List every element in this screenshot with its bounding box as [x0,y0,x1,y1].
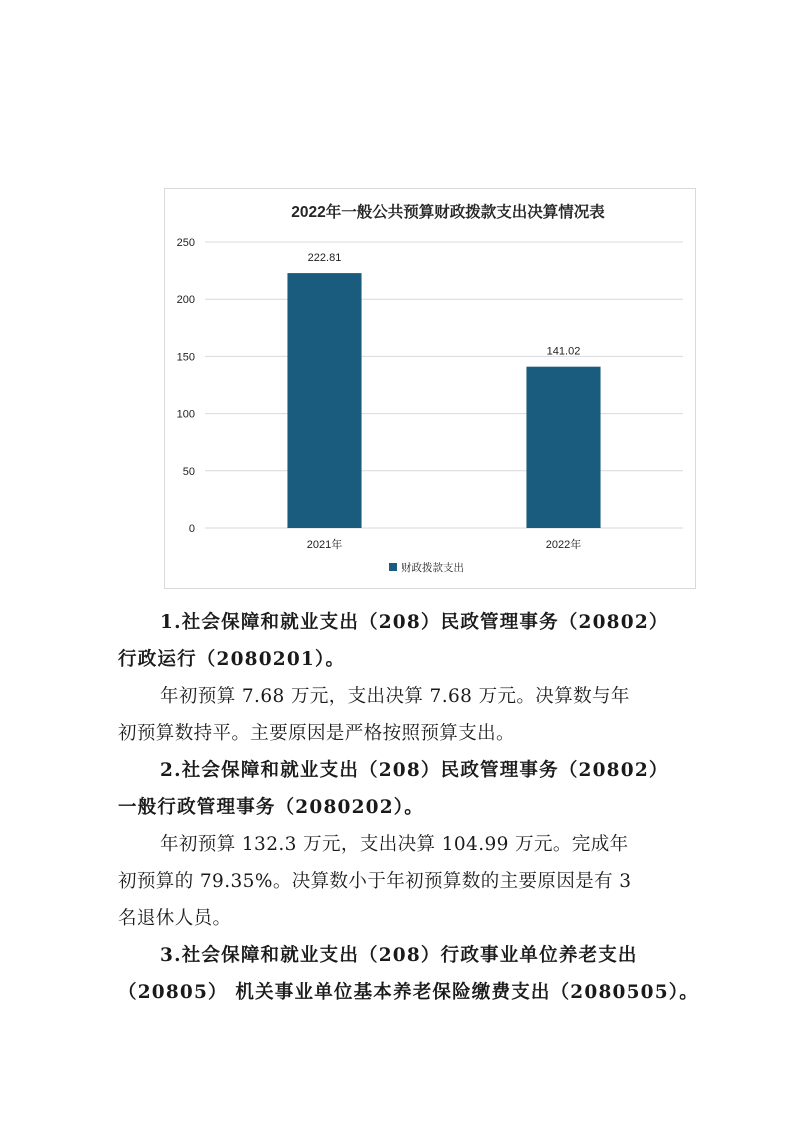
y-tick-label: 100 [176,408,195,421]
x-tick-label: 2022年 [545,539,582,551]
legend-swatch [389,563,397,571]
section-1-heading-line-2: 行政运行（2080201）。 [118,649,346,670]
data-label: 141.02 [546,345,581,358]
section-1-body-line-2: 初预算数持平。主要原因是严格按照预算支出。 [118,723,515,744]
section-1-heading-line-1: 1.社会保障和就业支出（208）民政管理事务（20802） [160,612,669,633]
section-2-heading-line-1: 2.社会保障和就业支出（208）民政管理事务（20802） [160,760,669,781]
section-3-heading-line-2: （20805） 机关事业单位基本养老保险缴费支出（2080505）。 [118,982,699,1003]
y-tick-label: 200 [176,294,195,307]
y-tick-label: 50 [182,465,195,478]
y-tick-label: 0 [188,523,195,535]
bar [526,367,600,528]
legend-label: 财政拨款支出 [401,562,464,574]
chart-container [164,188,696,589]
x-tick-label: 2021年 [306,539,343,551]
data-label: 222.81 [307,252,342,265]
bar [287,273,361,528]
chart-title: 2022年一般公共预算财政拨款支出决算情况表 [291,204,605,221]
bar-chart [165,189,697,590]
section-2-body-line-3: 名退休人员。 [118,908,232,929]
section-2-body-line-2: 初预算的 79.35%。决算数小于年初预算数的主要原因是有 3 [118,871,632,892]
section-2-heading-line-2: 一般行政管理事务（2080202）。 [118,797,424,818]
document-body [118,604,699,1011]
section-2-body-line-1: 年初预算 132.3 万元，支出决算 104.99 万元。完成年 [160,834,629,855]
section-1-body-line-1: 年初预算 7.68 万元，支出决算 7.68 万元。决算数与年 [160,686,630,707]
y-tick-label: 150 [176,351,195,364]
section-3-heading-line-1: 3.社会保障和就业支出（208）行政事业单位养老支出 [160,945,638,966]
y-tick-label: 250 [176,237,195,249]
